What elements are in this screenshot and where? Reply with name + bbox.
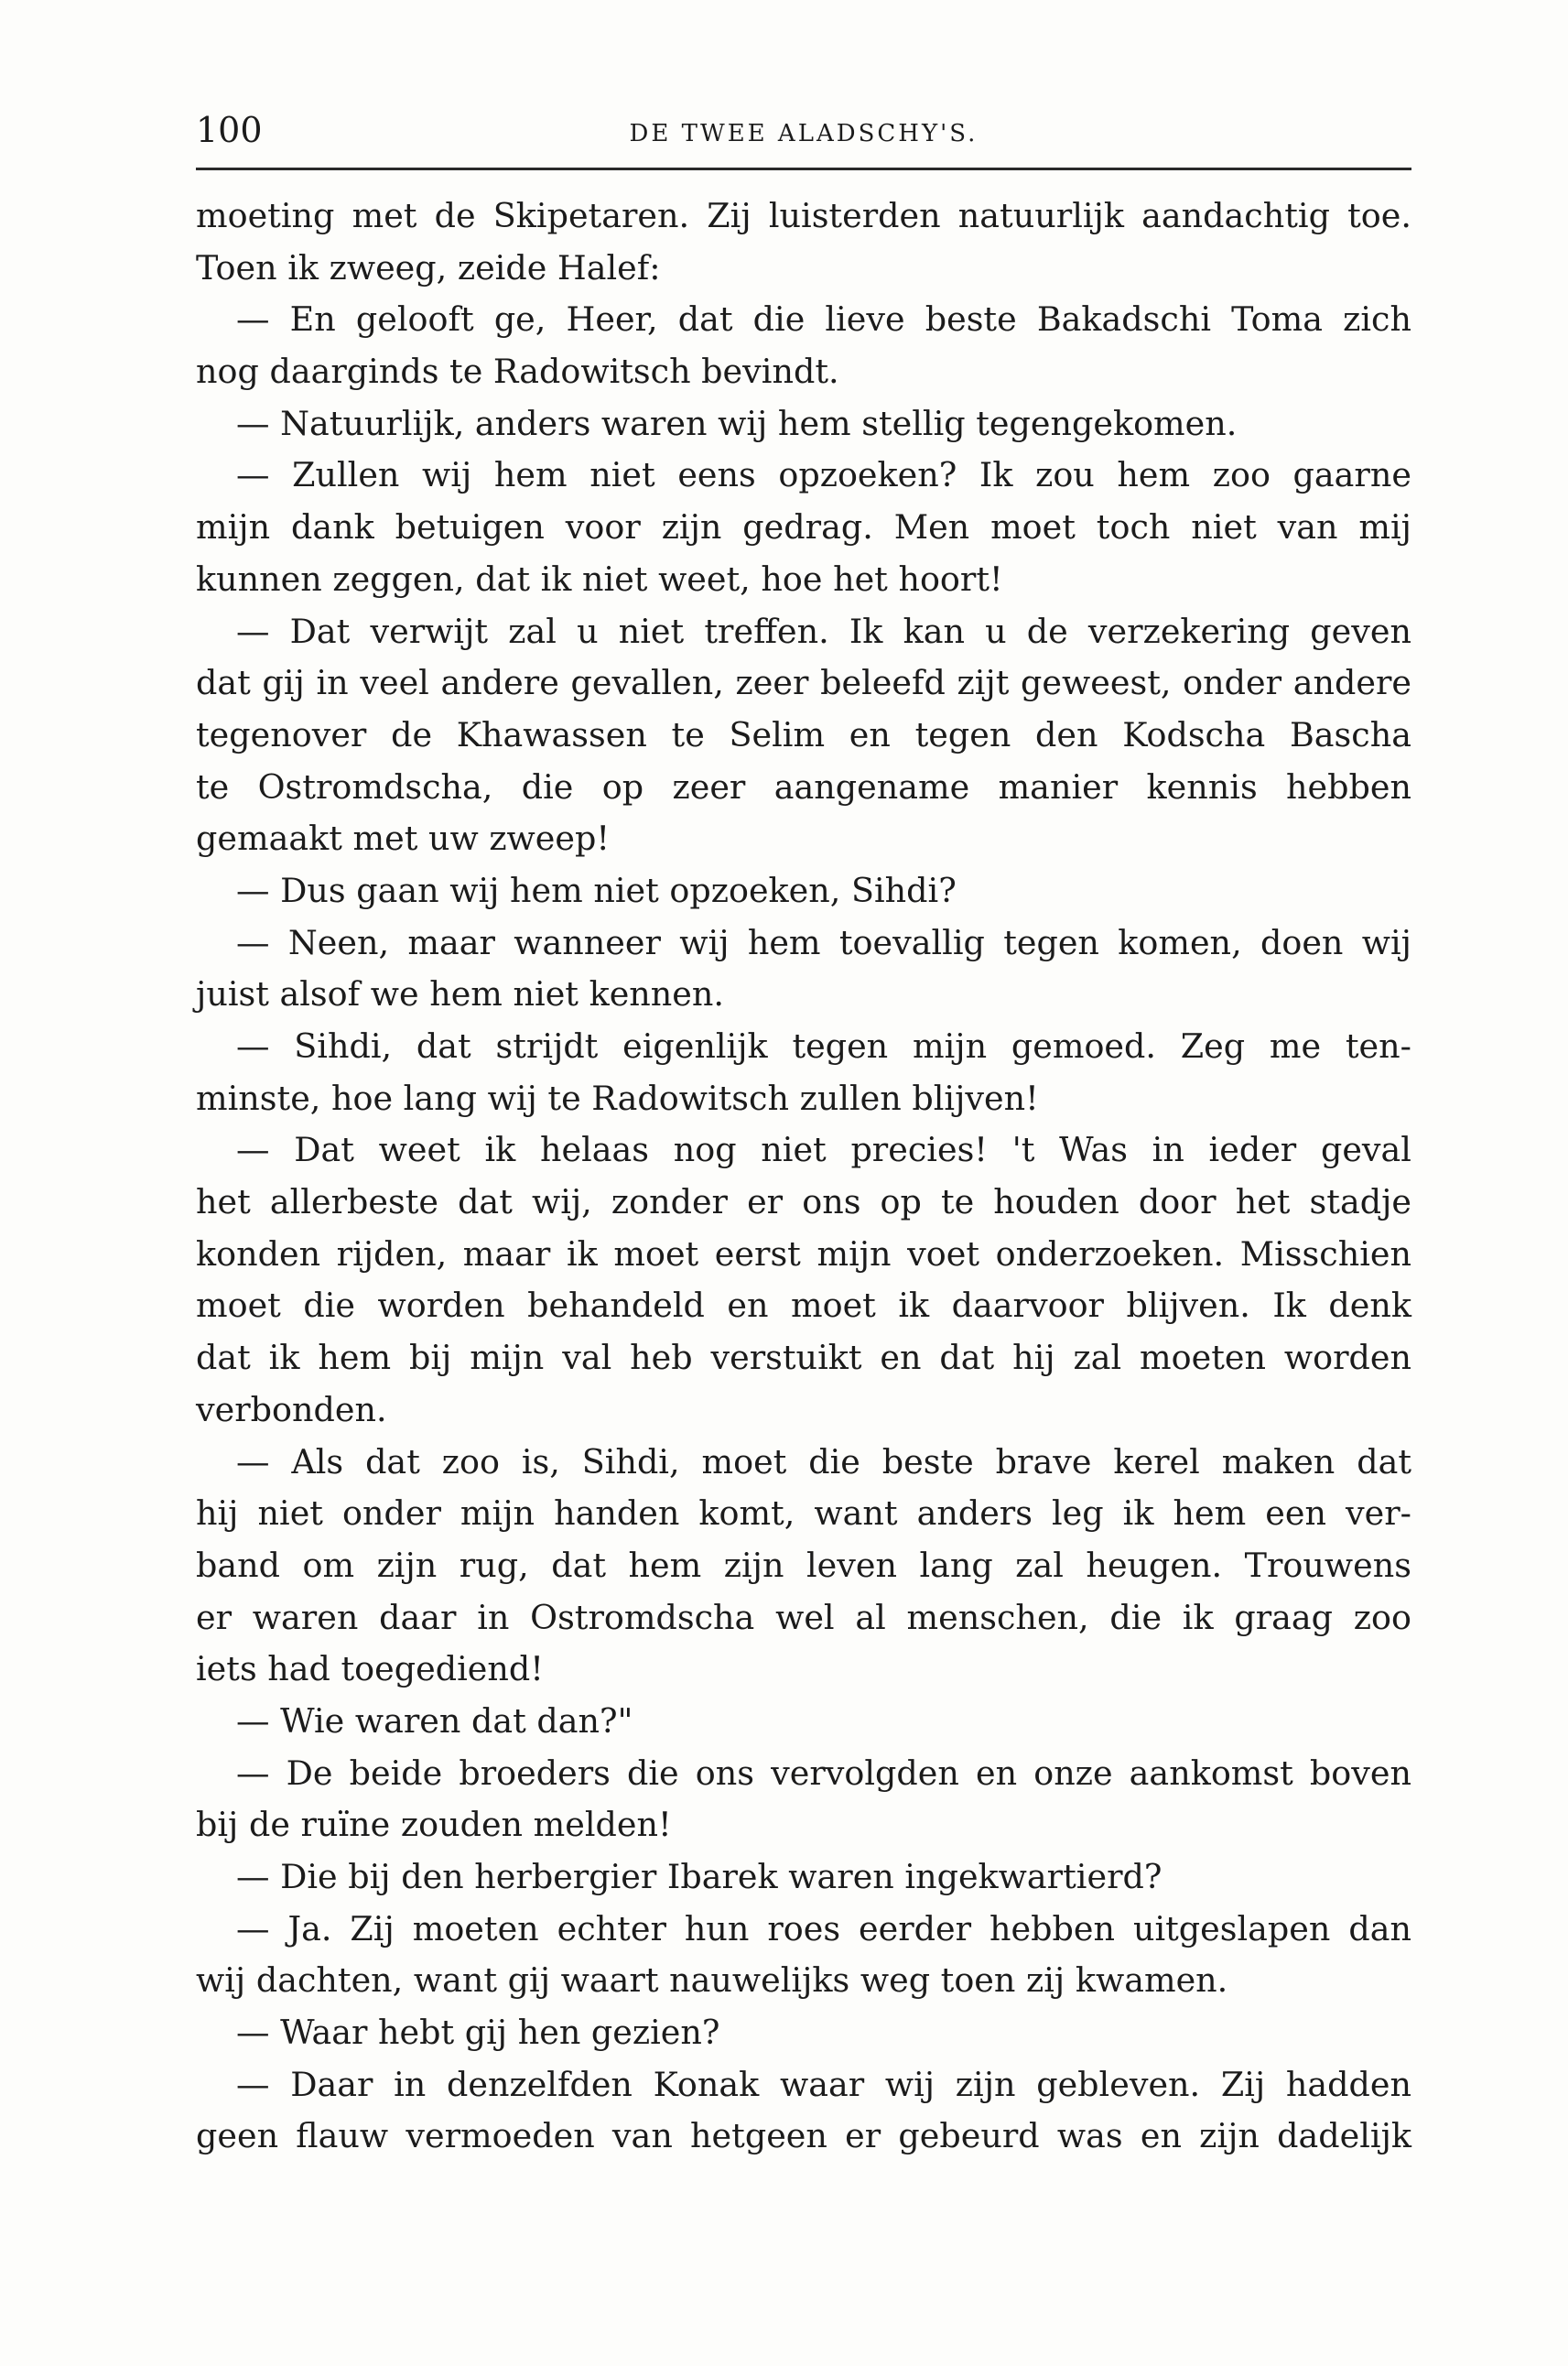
text-line: nog daarginds te Radowitsch bevindt. xyxy=(196,352,839,392)
text-line: — Waar hebt gij hen gezien? xyxy=(236,2013,720,2053)
page-number: 100 xyxy=(196,110,263,150)
text-line: — Als dat zoo is, Sihdi, moet die beste brave kerel maken dat xyxy=(236,1441,1411,1481)
text-line: dat gij in veel andere gevallen, zeer beleefd zijt geweest, onder andere xyxy=(196,663,1411,703)
text-line: kunnen zeggen, dat ik niet weet, hoe het hoort! xyxy=(196,559,1003,599)
text-line: — Zullen wij hem niet eens opzoeken? Ik zou hem zoo gaarne xyxy=(236,455,1411,495)
text-line: het allerbeste dat wij, zonder er ons op te houden door het stadje xyxy=(196,1182,1411,1222)
text-line: moet die worden behandeld en moet ik daarvoor blijven. Ik denk xyxy=(196,1286,1411,1326)
text-line: minste, hoe lang wij te Radowitsch zullen blijven! xyxy=(196,1078,1039,1118)
text-line: — Dat weet ik helaas nog niet precies! 't Was in ieder geval xyxy=(236,1130,1411,1170)
text-line: iets had toegediend! xyxy=(196,1649,544,1689)
text-line: — Ja. Zij moeten echter hun roes eerder hebben uitgeslapen dan xyxy=(236,1908,1411,1948)
text-line: band om zijn rug, dat hem zijn leven lang zal heugen. Trouwens xyxy=(196,1545,1411,1585)
text-line: — Wie waren dat dan?" xyxy=(236,1700,633,1741)
body-text xyxy=(196,190,1411,2163)
text-line: konden rijden, maar ik moet eerst mijn voet onderzoeken. Misschien xyxy=(196,1233,1411,1274)
text-line: te Ostromdscha, die op zeer aangename manier kennis hebben xyxy=(196,766,1411,807)
text-line: — Die bij den herbergier Ibarek waren ingekwartierd? xyxy=(236,1857,1162,1896)
text-line: er waren daar in Ostromdscha wel al menschen, die ik graag zoo xyxy=(196,1597,1411,1637)
text-line: Toen ik zweeg, zeide Halef: xyxy=(196,247,661,288)
text-line: hij niet onder mijn handen komt, want anders leg ik hem een ver- xyxy=(196,1493,1411,1534)
text-line: tegenover de Khawassen te Selim en tegen den Kodscha Bascha xyxy=(196,714,1411,754)
text-line: gemaakt met uw zweep! xyxy=(196,819,611,859)
page-header xyxy=(196,108,1411,163)
text-line: geen flauw vermoeden van hetgeen er gebeurd was en zijn dadelijk xyxy=(196,2116,1411,2156)
text-line: — Neen, maar wanneer wij hem toevallig tegen komen, doen wij xyxy=(236,922,1411,962)
running-title: DE TWEE ALADSCHY'S. xyxy=(629,120,979,147)
text-line: bij de ruïne zouden melden! xyxy=(196,1805,672,1845)
text-line: verbonden. xyxy=(196,1389,387,1429)
text-line: moeting met de Skipetaren. Zij luisterden natuurlijk aandachtig toe. xyxy=(196,196,1411,235)
text-line: — Dus gaan wij hem niet opzoeken, Sihdi? xyxy=(236,870,957,910)
header-rule xyxy=(196,168,1411,170)
text-line: — Sihdi, dat strijdt eigenlijk tegen mijn gemoed. Zeg me ten- xyxy=(236,1026,1411,1066)
text-line: wij dachten, want gij waart nauwelijks weg toen zij kwamen. xyxy=(196,1960,1228,2001)
text-line: — Dat verwijt zal u niet treffen. Ik kan u de verzekering geven xyxy=(236,611,1411,651)
text-line: — En gelooft ge, Heer, dat die lieve beste Bakadschi Toma zich xyxy=(236,299,1411,340)
text-line: juist alsof we hem niet kennen. xyxy=(196,974,725,1015)
text-line: dat ik hem bij mijn val heb verstuikt en dat hij zal moeten worden xyxy=(196,1338,1411,1378)
text-line: — Natuurlijk, anders waren wij hem stellig tegengekomen. xyxy=(236,403,1238,443)
text-line: — De beide broeders die ons vervolgden en onze aankomst boven xyxy=(236,1753,1411,1793)
text-line: mijn dank betuigen voor zijn gedrag. Men moet toch niet van mij xyxy=(196,507,1411,548)
text-line: — Daar in denzelfden Konak waar wij zijn gebleven. Zij hadden xyxy=(236,2064,1411,2104)
